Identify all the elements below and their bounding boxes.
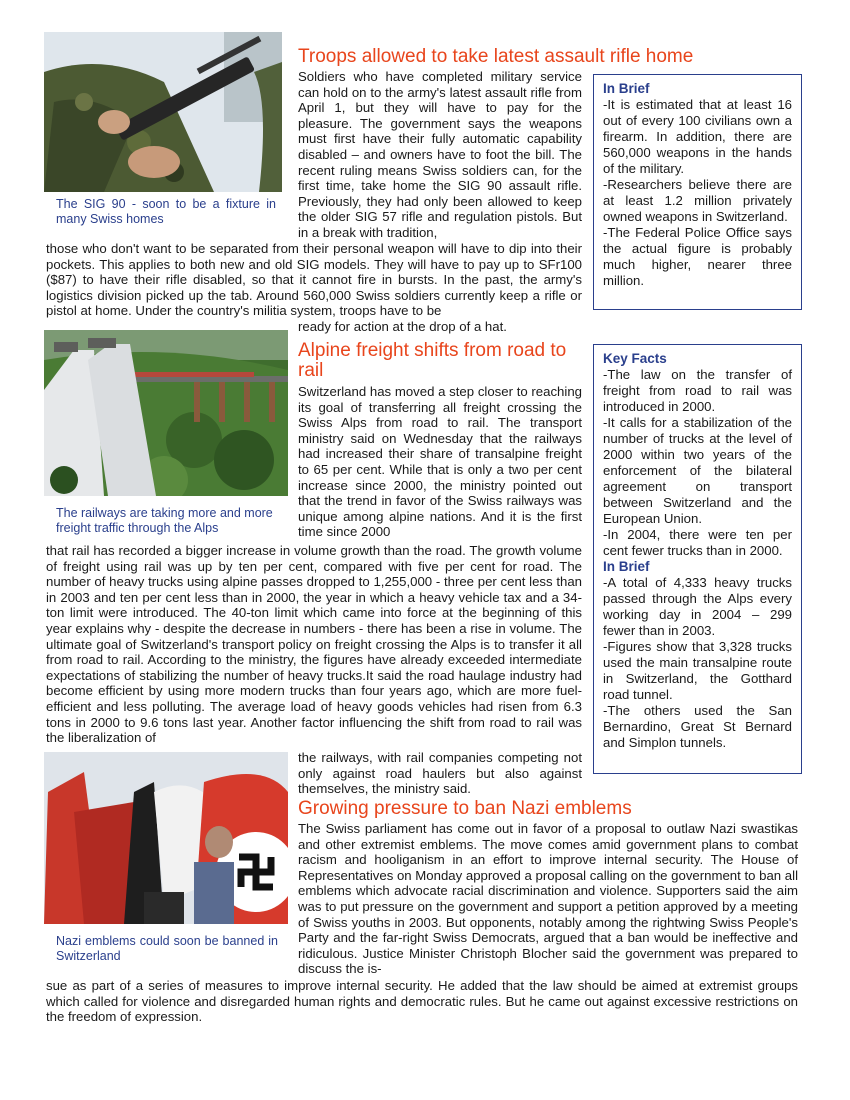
article-body-end: the railways, with rail companies competing not only against road haulers but also against themselves, the ministry said.: [298, 750, 582, 797]
article-headline: Troops allowed to take latest assault rifle home: [298, 46, 694, 67]
article-body-continued: sue as part of a series of measures to improve internal security. He added that the law should be aimed at extremist groups which called for violence and disregarded human rights and democratic rules. But he came out against excessive restrictions on the freedom of expression.: [46, 978, 798, 1025]
box-item: -The others used the San Bernardino, Great St Bernard and Simplon tunnels.: [603, 703, 792, 750]
in-brief-box: [593, 74, 802, 310]
key-facts-box: [593, 344, 802, 774]
box-item: -In 2004, there were ten per cent fewer trucks than in 2000.: [603, 527, 792, 558]
article-headline: Alpine freight shifts from road to rail: [298, 340, 567, 381]
box-subtitle: In Brief: [603, 559, 650, 574]
article-body: Switzerland has moved a step closer to reaching its goal of transferring all freight crossing the Swiss Alps from road to rail. The transport ministry said on Wednesday that the railways had increased their share of transalpine freight to 65 per cent. While that is only a two per cent increase since 2000, the ministry pointed out that the trend in favor of the Swiss railways was unique among alpine nations. And it is the first time since 2000: [298, 384, 582, 540]
box-title: Key Facts: [603, 351, 667, 366]
photo-caption: The SIG 90 - soon to be a fixture in many Swiss homes: [56, 197, 276, 226]
photo-caption: Nazi emblems could soon be banned in Switzerland: [56, 934, 278, 963]
article-body: The Swiss parliament has come out in favor of a proposal to outlaw Nazi swastikas and other extremist emblems. The move comes amid government plans to combat racism and hooliganism in an effort to improve internal security. The House of Representatives on Monday approved a proposal calling on the government to ban all emblems which advocate racial discrimination and violence. Supporters said the aim was to put pressure on the government and support a petition approved by a meeting of Swiss youths in 2003. But opponents, notably among the rightwing Swiss People's Party and the far-right Swiss Democrats, argued that a ban would be ineffective and ridiculous. Justice Minister Christoph Blocher said the government was prepared to discuss the is-: [298, 821, 798, 977]
box-item: -The Federal Police Office says the actual figure is probably much higher, nearer three million.: [603, 225, 792, 288]
article-body-continued: that rail has recorded a bigger increase in volume growth than the road. The growth volume of freight using rail was up by ten per cent, compared with five per cent for road. The number of heavy trucks using alpine passes dropped to 1,255,000 - three per cent less than in 2003 and ten per cent less than in 2000, the year in which a heavy vehicle tax and a 34-ton limit were introduced. The 40-ton limit which came into force at the beginning of this year explains why - despite the decrease in numbers - there has been a rise in volume. The ultimate goal of Switzerland's transport policy on freight crossing the Alps is to transfer it all from road to rail. According to the ministry, the figures have already exceeded intermediate expectations of stabilizing the number of heavy trucks.It said the road haulage industry had become efficient by using more modern trucks than four years ago, which are more fuel-efficient and less polluting. The average load of heavy goods vehicles had risen from 6.3 tons in 2000 to 9.6 tons last year. Another factor influencing the shift from road to rail was the liberalization of: [46, 543, 582, 746]
nazi-flags-photo: [44, 752, 288, 924]
article-body-continued: those who don't want to be separated from their personal weapon will have to dip into their pockets. This applies to both new and old SIG models. They will have to pay up to SFr100 ($87) to have their rifle disabled, so that it cannot fire in bursts. In the past, the army's logistics division picked up the tab. Around 560,000 Swiss soldiers currently keep a rifle or pistol at home. Under the country's militia system, troops have to be: [46, 241, 582, 319]
box-item: -It calls for a stabilization of the number of trucks at the level of 2000 within two years of the enforcement of the bilateral agreement on transport between Switzerland and the European Union.: [603, 415, 792, 526]
box-title: In Brief: [603, 81, 650, 96]
soldier-rifle-photo: [44, 32, 282, 192]
photo-caption: The railways are taking more and more freight traffic through the Alps: [56, 506, 273, 535]
article-headline: Growing pressure to ban Nazi emblems: [298, 798, 632, 819]
article-body-end: ready for action at the drop of a hat.: [298, 319, 507, 334]
article-body: Soldiers who have completed military service can hold on to the army's latest assault rifle from April 1, but they will have to pay for the pleasure. The government says the weapons must first have their fully automatic capability disabled – and owners have to foot the bill. The recent ruling means Swiss soldiers can, for the first time, take home the SIG 90 assault rifle. Previously, they had only been allowed to keep the older SIG 57 rifle and regulation pistols. But in a break with tradition,: [298, 69, 582, 240]
box-item: -The law on the transfer of freight from road to rail was introduced in 2000.: [603, 367, 792, 414]
box-item: -It is estimated that at least 16 out of every 100 civilians own a firearm. In addition, there are 560,000 weapons in the hands of the military.: [603, 97, 792, 176]
alpine-railway-photo: [44, 330, 288, 496]
box-item: -Figures show that 3,328 trucks used the main transalpine route in Switzerland, the Gotthard road tunnel.: [603, 639, 792, 702]
box-item: -Researchers believe there are at least 1.2 million privately owned weapons in Switzerland.: [603, 177, 792, 224]
box-item: -A total of 4,333 heavy trucks passed through the Alps every working day in 2004 – 299 fewer than in 2003.: [603, 575, 792, 638]
